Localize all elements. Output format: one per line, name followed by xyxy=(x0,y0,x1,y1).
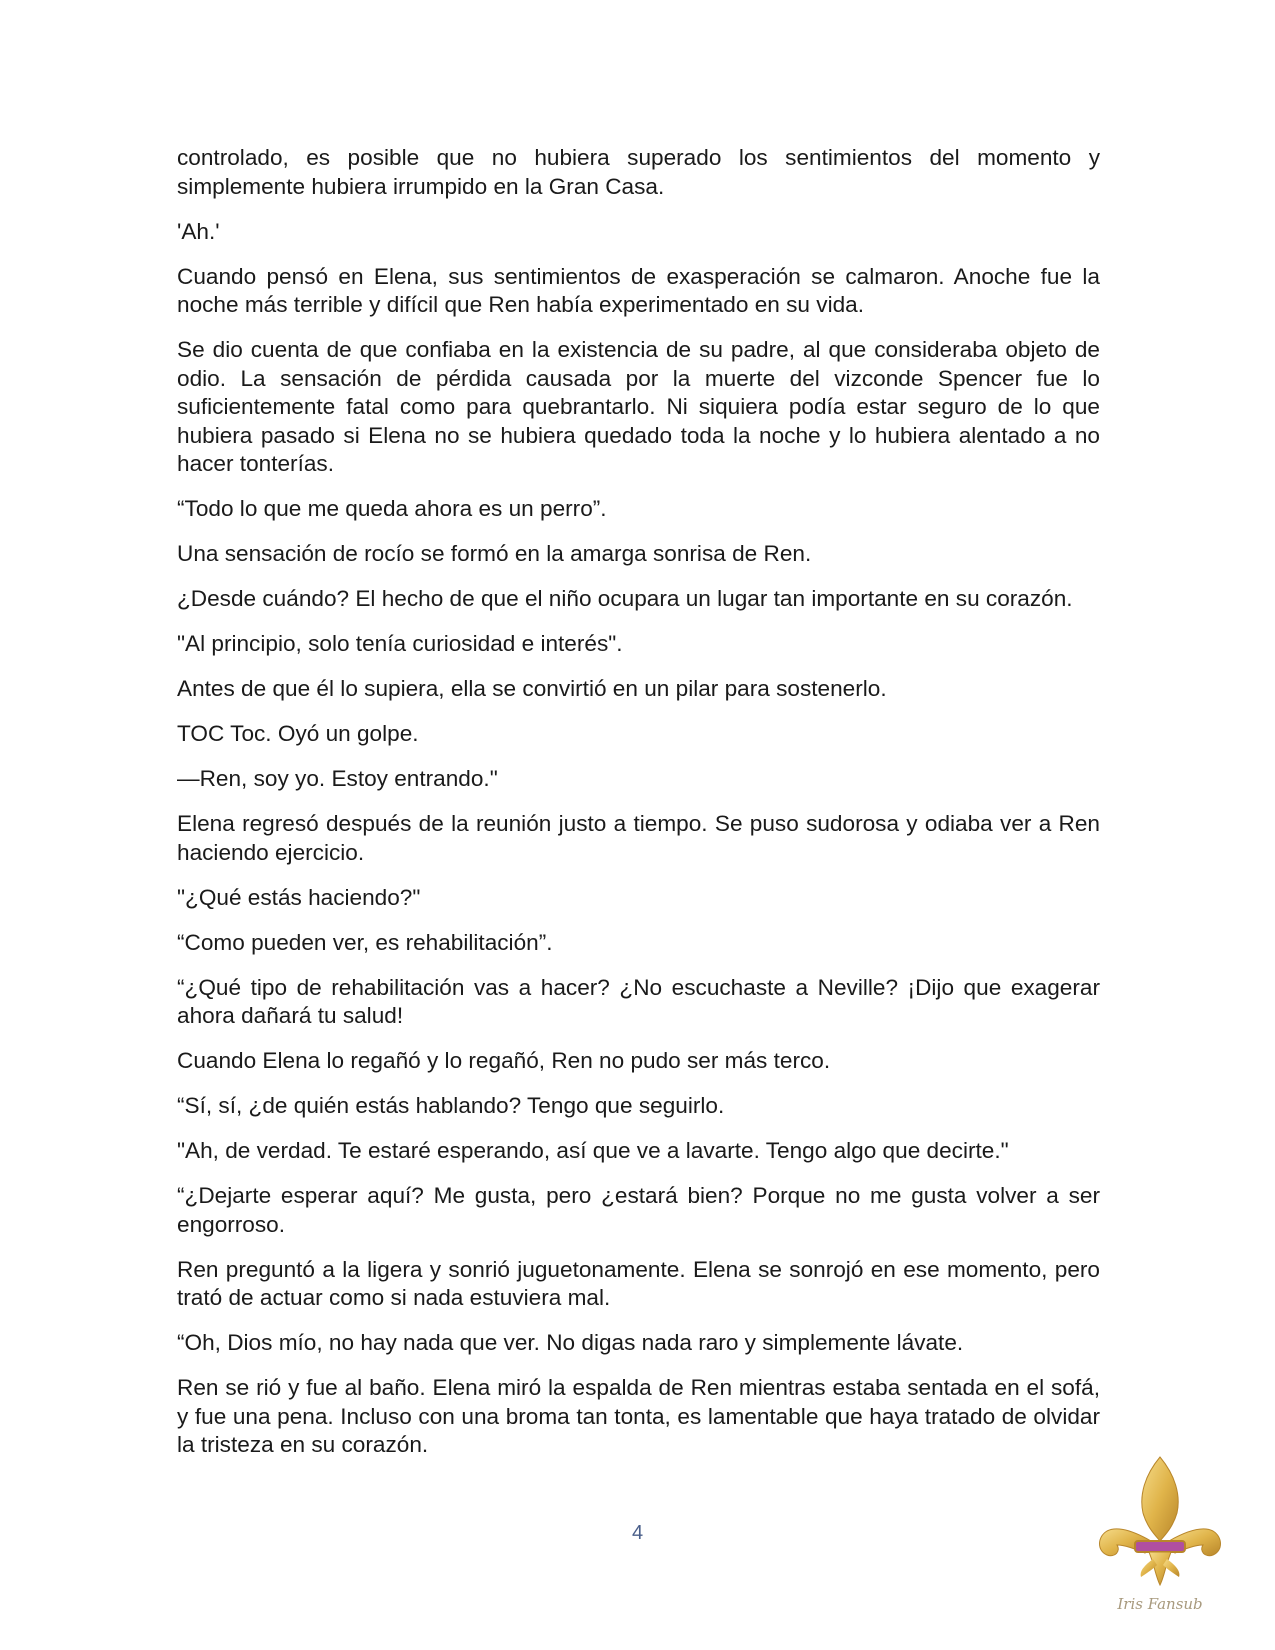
document-body xyxy=(177,144,1100,1476)
paragraph: “Sí, sí, ¿de quién estás hablando? Tengo que seguirlo. xyxy=(177,1093,725,1118)
paragraph: “¿Dejarte esperar aquí? Me gusta, pero ¿estará bien? Porque no me gusta volver a ser engorroso. xyxy=(177,1183,1100,1237)
paragraph: "Ah, de verdad. Te estaré esperando, así que ve a lavarte. Tengo algo que decirte." xyxy=(177,1138,1009,1163)
paragraph: Antes de que él lo supiera, ella se convirtió en un pilar para sostenerlo. xyxy=(177,676,887,701)
paragraph: Cuando pensó en Elena, sus sentimientos de exasperación se calmaron. Anoche fue la noche más terrible y difícil que Ren había experimentado en su vida. xyxy=(177,263,1100,317)
page-number: 4 xyxy=(631,1522,644,1544)
paragraph: "Al principio, solo tenía curiosidad e interés". xyxy=(177,631,623,656)
paragraph: Cuando Elena lo regañó y lo regañó, Ren no pudo ser más terco. xyxy=(177,1048,831,1073)
fleur-de-lis-icon xyxy=(1095,1455,1225,1615)
paragraph: “Todo lo que me queda ahora es un perro”. xyxy=(177,496,607,521)
paragraph: TOC Toc. Oyó un golpe. xyxy=(177,721,419,746)
paragraph: “Oh, Dios mío, no hay nada que ver. No digas nada raro y simplemente lávate. xyxy=(177,1330,964,1355)
paragraph: Ren preguntó a la ligera y sonrió juguetonamente. Elena se sonrojó en ese momento, pero trató de actuar como si nada estuviera mal. xyxy=(177,1256,1100,1310)
paragraph: “¿Qué tipo de rehabilitación vas a hacer? ¿No escuchaste a Neville? ¡Dijo que exagerar ahora dañará tu salud! xyxy=(177,974,1100,1028)
paragraph: ¿Desde cuándo? El hecho de que el niño ocupara un lugar tan importante en su corazón. xyxy=(177,586,1073,611)
paragraph: —Ren, soy yo. Estoy entrando." xyxy=(177,766,498,791)
fleur-de-lis-logo xyxy=(1095,1455,1225,1615)
paragraph: 'Ah.' xyxy=(177,218,220,244)
paragraph: Una sensación de rocío se formó en la amarga sonrisa de Ren. xyxy=(177,541,812,566)
paragraph: “Como pueden ver, es rehabilitación”. xyxy=(177,929,553,955)
paragraph: "¿Qué estás haciendo?" xyxy=(177,884,421,910)
paragraph: Elena regresó después de la reunión justo a tiempo. Se puso sudorosa y odiaba ver a Ren haciendo ejercicio. xyxy=(177,811,1100,865)
logo-signature: Iris Fansub xyxy=(1117,1595,1203,1613)
paragraph: controlado, es posible que no hubiera superado los sentimientos del momento y simplemente hubiera irrumpido en la Gran Casa. xyxy=(177,145,1100,199)
paragraph: Ren se rió y fue al baño. Elena miró la espalda de Ren mientras estaba sentada en el sofá, y fue una pena. Incluso con una broma tan tonta, es lamentable que haya tratado de olvidar la tristeza en su corazón. xyxy=(177,1375,1100,1457)
paragraph: Se dio cuenta de que confiaba en la existencia de su padre, al que consideraba objeto de odio. La sensación de pérdida causada por la muerte del vizconde Spencer fue lo suficientemente fatal como para quebrantarlo. Ni siquiera podía estar seguro de lo que hubiera pasado si Elena no se hubiera quedado toda la noche y lo hubiera alentado a no hacer tonterías. xyxy=(177,337,1100,476)
